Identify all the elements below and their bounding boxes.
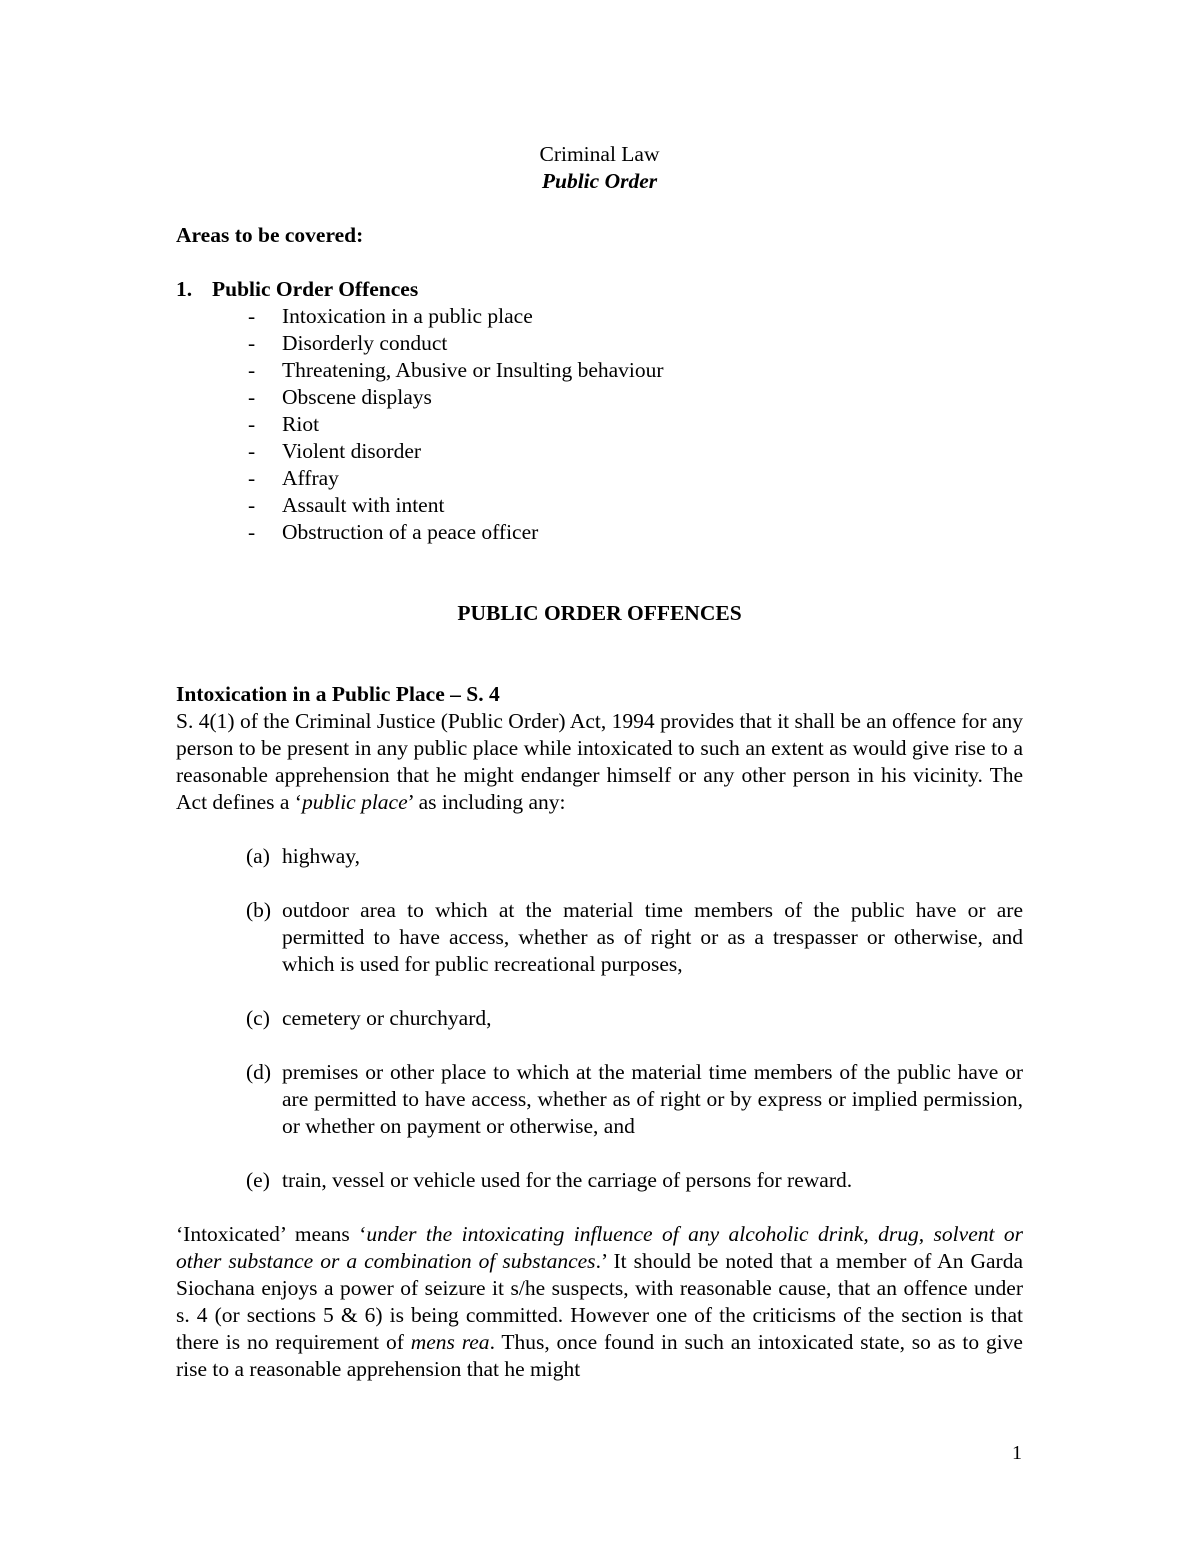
list-item-text: highway,: [282, 844, 361, 868]
dash-marker: -: [248, 412, 256, 436]
page-content: [176, 141, 1023, 1383]
list-item: [246, 1005, 1023, 1032]
offences-list: [176, 303, 1023, 546]
list-item: [246, 1059, 1023, 1140]
list-item-text: premises or other place to which at the material time members of the public have or are permitted to have access, whether as of right or by express or implied permission, or whether on payment or otherwise, and: [282, 1060, 1023, 1138]
dash-marker: -: [248, 358, 256, 382]
intoxicated-definition-paragraph: [176, 1221, 1023, 1383]
areas-heading: Areas to be covered:: [176, 223, 364, 247]
list-item: [248, 303, 1023, 330]
dash-marker: -: [248, 466, 256, 490]
defined-term: public place: [301, 790, 408, 814]
section-heading: PUBLIC ORDER OFFENCES: [457, 601, 742, 625]
list-item: [248, 438, 1023, 465]
intoxication-section: [176, 681, 1023, 1383]
numbered-item: [176, 276, 1023, 303]
list-item: [248, 357, 1023, 384]
paragraph-text: ‘Intoxicated’ means ‘: [176, 1222, 367, 1246]
list-item-text: train, vessel or vehicle used for the carriage of persons for reward.: [282, 1168, 853, 1192]
paragraph-text: .’ It should be noted that a member of An Garda Siochana enjoys a power of seizure it s/he suspects, with reasonable cause, that an offence under s. 4 (or sections 5 & 6) is being committed. However one of the criticisms of the section is that there is no requirement of: [176, 1249, 1024, 1354]
list-item-text: Threatening, Abusive or Insulting behaviour: [282, 358, 664, 382]
dash-marker: -: [248, 304, 256, 328]
paragraph-text: ’ as including any:: [407, 790, 566, 814]
title-block: [176, 141, 1023, 195]
dash-marker: -: [248, 493, 256, 517]
list-label: (a): [246, 844, 270, 868]
document-title: Criminal Law: [539, 142, 660, 166]
list-item: [246, 1167, 1023, 1194]
list-item: [248, 465, 1023, 492]
intoxication-paragraph: [176, 708, 1023, 816]
list-item-text: Riot: [282, 412, 320, 436]
list-item-text: cemetery or churchyard,: [282, 1006, 492, 1030]
list-label: (b): [246, 898, 272, 922]
list-item-text: Assault with intent: [282, 493, 445, 517]
dash-marker: -: [248, 385, 256, 409]
list-item-text: Obstruction of a peace officer: [282, 520, 539, 544]
item-number: 1.: [176, 277, 193, 301]
intoxication-heading: Intoxication in a Public Place – S. 4: [176, 682, 500, 706]
list-item: [248, 492, 1023, 519]
list-label: (d): [246, 1060, 272, 1084]
list-label: (e): [246, 1168, 270, 1192]
public-place-list: [176, 843, 1023, 1194]
list-item-text: Obscene displays: [282, 385, 432, 409]
paragraph-text: . Thus, once found in such an intoxicated state, so as to give rise to a reasonable apprehension that he might: [176, 1330, 1023, 1381]
paragraph-text: S. 4(1) of the Criminal Justice (Public Order) Act, 1994 provides that it shall be an offence for any person to be present in any public place while intoxicated to such an extent as would give rise to a reasonable apprehension that he might endanger himself or any other person in his vicinity. The Act defines a ‘: [176, 709, 1023, 814]
list-item: [246, 843, 1023, 870]
list-item-text: outdoor area to which at the material time members of the public have or are permitted to have access, whether as of right or as a trespasser or otherwise, and which is used for public recreational purposes,: [282, 898, 1023, 976]
list-item: [248, 330, 1023, 357]
list-item-text: Intoxication in a public place: [282, 304, 533, 328]
list-item: [248, 384, 1023, 411]
definition-text: under the intoxicating influence of any alcoholic drink, drug, solvent or other substance or a combination of substances: [176, 1222, 1023, 1273]
mens-rea-term: mens rea: [410, 1330, 490, 1354]
dash-marker: -: [248, 520, 256, 544]
list-item: [246, 897, 1023, 978]
list-item-text: Violent disorder: [282, 439, 422, 463]
item-title: Public Order Offences: [212, 277, 419, 301]
list-item-text: Affray: [282, 466, 339, 490]
document-subtitle: Public Order: [541, 169, 658, 193]
areas-section: [176, 222, 1023, 546]
list-label: (c): [246, 1006, 270, 1030]
dash-marker: -: [248, 331, 256, 355]
dash-marker: -: [248, 439, 256, 463]
list-item: [248, 411, 1023, 438]
page-number: 1: [1012, 1442, 1022, 1464]
list-item: [248, 519, 1023, 546]
list-item-text: Disorderly conduct: [282, 331, 448, 355]
